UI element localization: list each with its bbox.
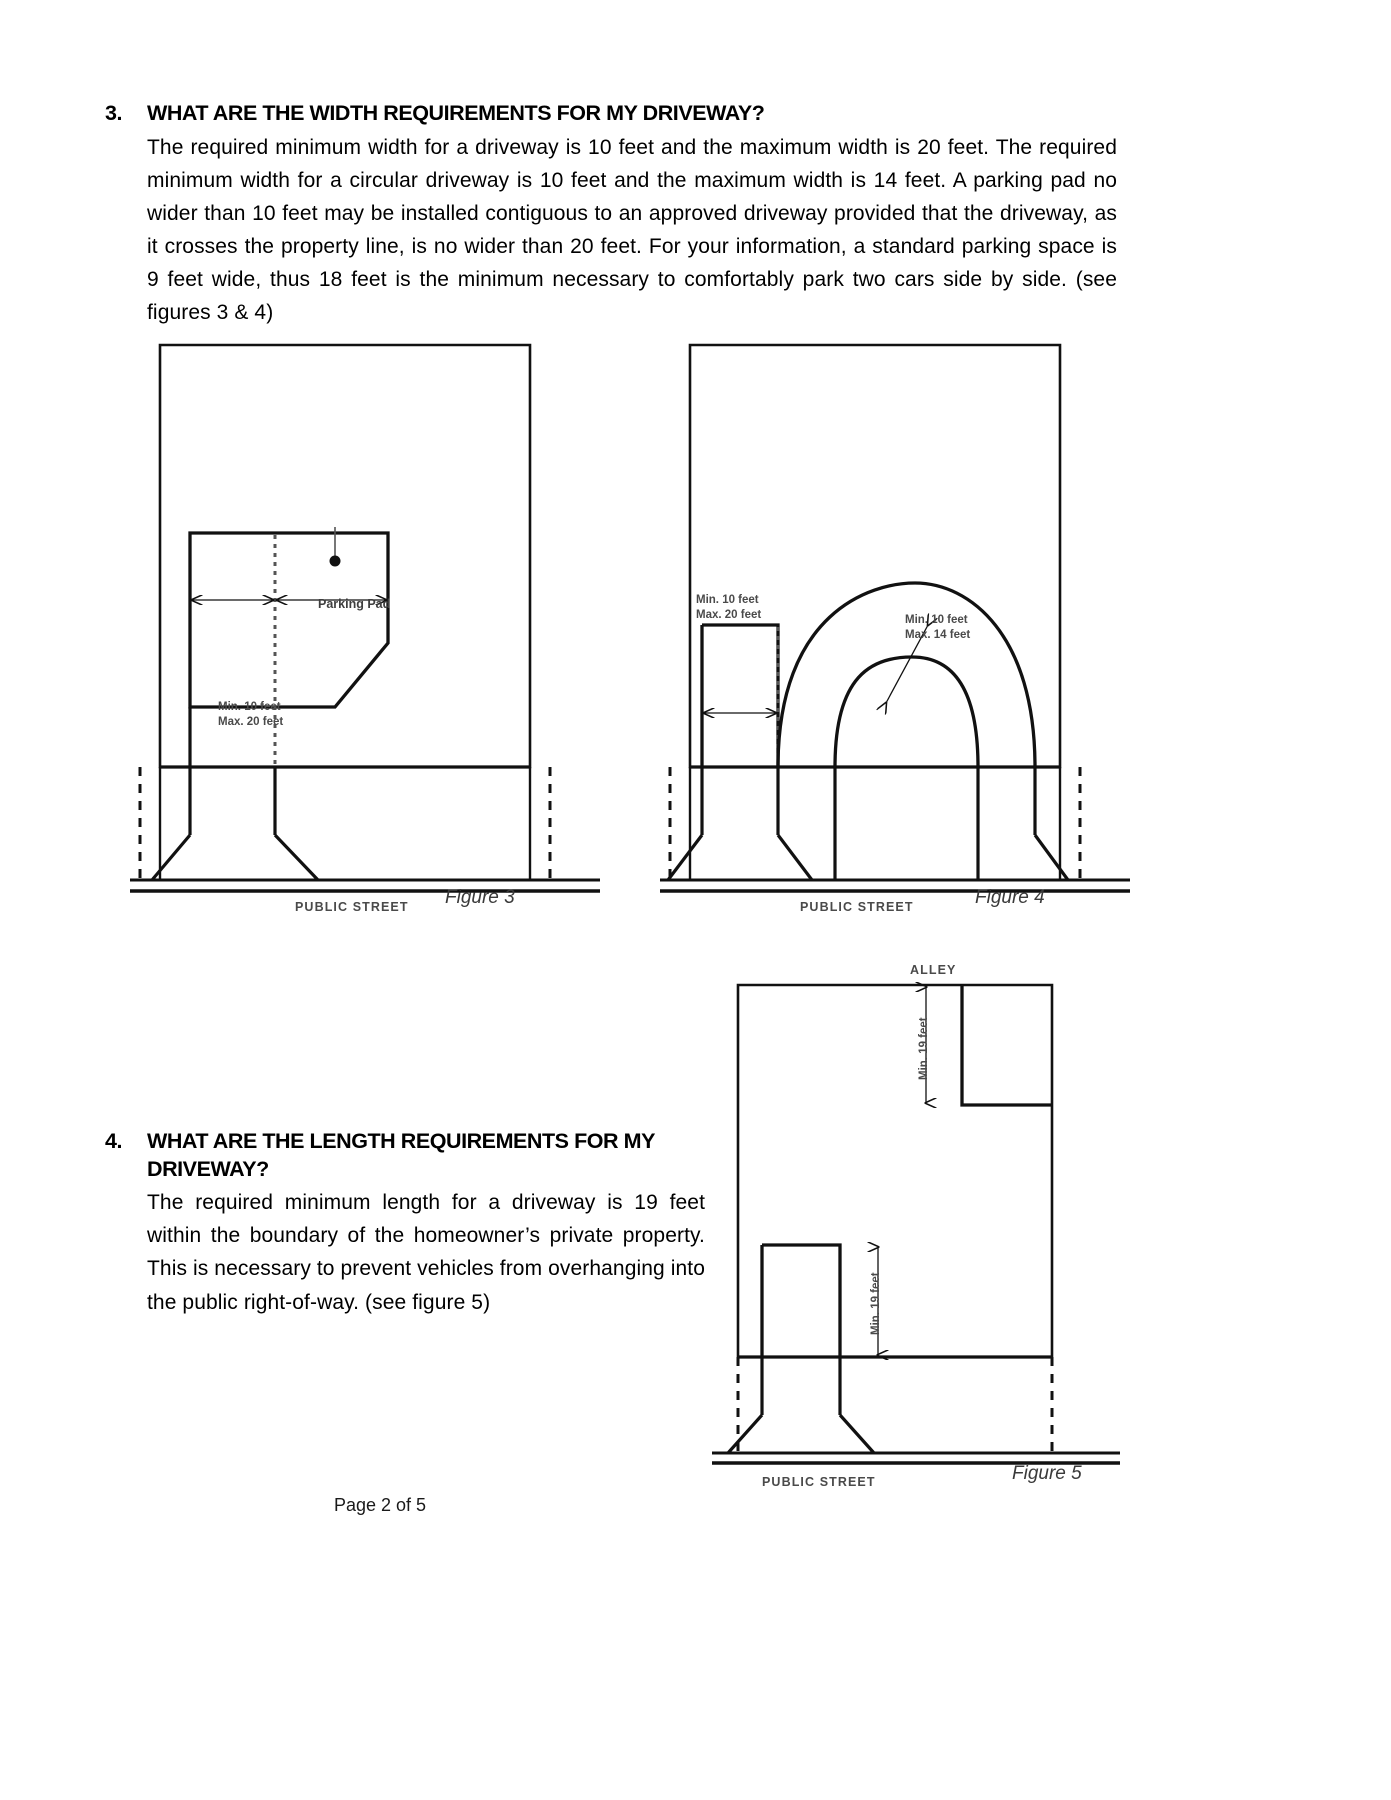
section-width-requirements bbox=[105, 100, 1117, 330]
figure-4-caption: Figure 4 bbox=[975, 887, 1045, 908]
figure-3-dim-max: Max. 20 feet bbox=[218, 716, 284, 729]
figure-3-dimensions bbox=[218, 700, 283, 730]
figure-3-dim-min: Min. 10 feet bbox=[218, 701, 281, 713]
section-3-number: 3. bbox=[105, 101, 123, 125]
figure-5-top-length-label: Min. 19 feet bbox=[918, 1017, 930, 1080]
figure-5-street-label: PUBLIC STREET bbox=[762, 1475, 876, 1489]
section-4-title: WHAT ARE THE LENGTH REQUIREMENTS FOR MY DRIVEWAY? bbox=[147, 1129, 655, 1181]
figure-4-left-dimensions bbox=[696, 593, 761, 623]
section-3-title: WHAT ARE THE WIDTH REQUIREMENTS FOR MY DRIVEWAY? bbox=[147, 101, 765, 125]
figure-5-caption: Figure 5 bbox=[1012, 1463, 1082, 1484]
figure-4 bbox=[660, 335, 1130, 935]
figure-4-street-label: PUBLIC STREET bbox=[800, 900, 914, 914]
figure-3 bbox=[130, 335, 600, 935]
figure-4-right-max: Max. 14 feet bbox=[905, 629, 971, 642]
page-footer: Page 2 of 5 bbox=[333, 1495, 427, 1515]
figure-4-drawing bbox=[660, 335, 1130, 935]
figure-4-right-min: Min. 10 feet bbox=[905, 614, 968, 626]
figure-3-parking-pad-label: Parking Pad bbox=[318, 597, 391, 611]
figure-4-left-max: Max. 20 feet bbox=[696, 609, 762, 622]
figure-5-alley-label: ALLEY bbox=[910, 963, 957, 977]
section-4-paragraph: The required minimum length for a driveway is 19 feet within the boundary of the homeowner’s private property. This is necessary to prevent vehicles from overhanging into the public right-of-way. (see figure 5) bbox=[147, 1191, 706, 1314]
figure-5-drawing bbox=[700, 945, 1120, 1485]
figure-4-right-dimensions bbox=[905, 613, 970, 643]
figure-5-bottom-length-label: Min. 19 feet bbox=[870, 1272, 882, 1335]
figure-3-drawing bbox=[130, 335, 600, 935]
figure-4-left-min: Min. 10 feet bbox=[696, 594, 759, 606]
section-4-number: 4. bbox=[105, 1129, 123, 1153]
section-3-paragraph: The required minimum width for a driveway is 10 feet and the maximum width is 20 feet. The required minimum width for a circular driveway is 10 feet and the maximum width is 14 feet. A parking pad no wider than 10 feet may be installed contiguous to an approved driveway provided that the driveway, as it crosses the property line, is no wider than 20 feet. For your information, a standard parking space is 9 feet wide, thus 18 feet is the minimum necessary to comfortably park two cars side by side. (see figures 3 & 4) bbox=[147, 135, 1117, 325]
section-3-body bbox=[147, 131, 1117, 330]
section-4-body bbox=[147, 1186, 705, 1319]
section-length-requirements bbox=[105, 1128, 705, 1319]
section-3-heading bbox=[105, 100, 1117, 128]
figure-3-street-label: PUBLIC STREET bbox=[295, 900, 409, 914]
section-4-heading bbox=[105, 1128, 705, 1183]
figure-3-caption: Figure 3 bbox=[445, 887, 515, 908]
figure-5 bbox=[700, 945, 1120, 1489]
